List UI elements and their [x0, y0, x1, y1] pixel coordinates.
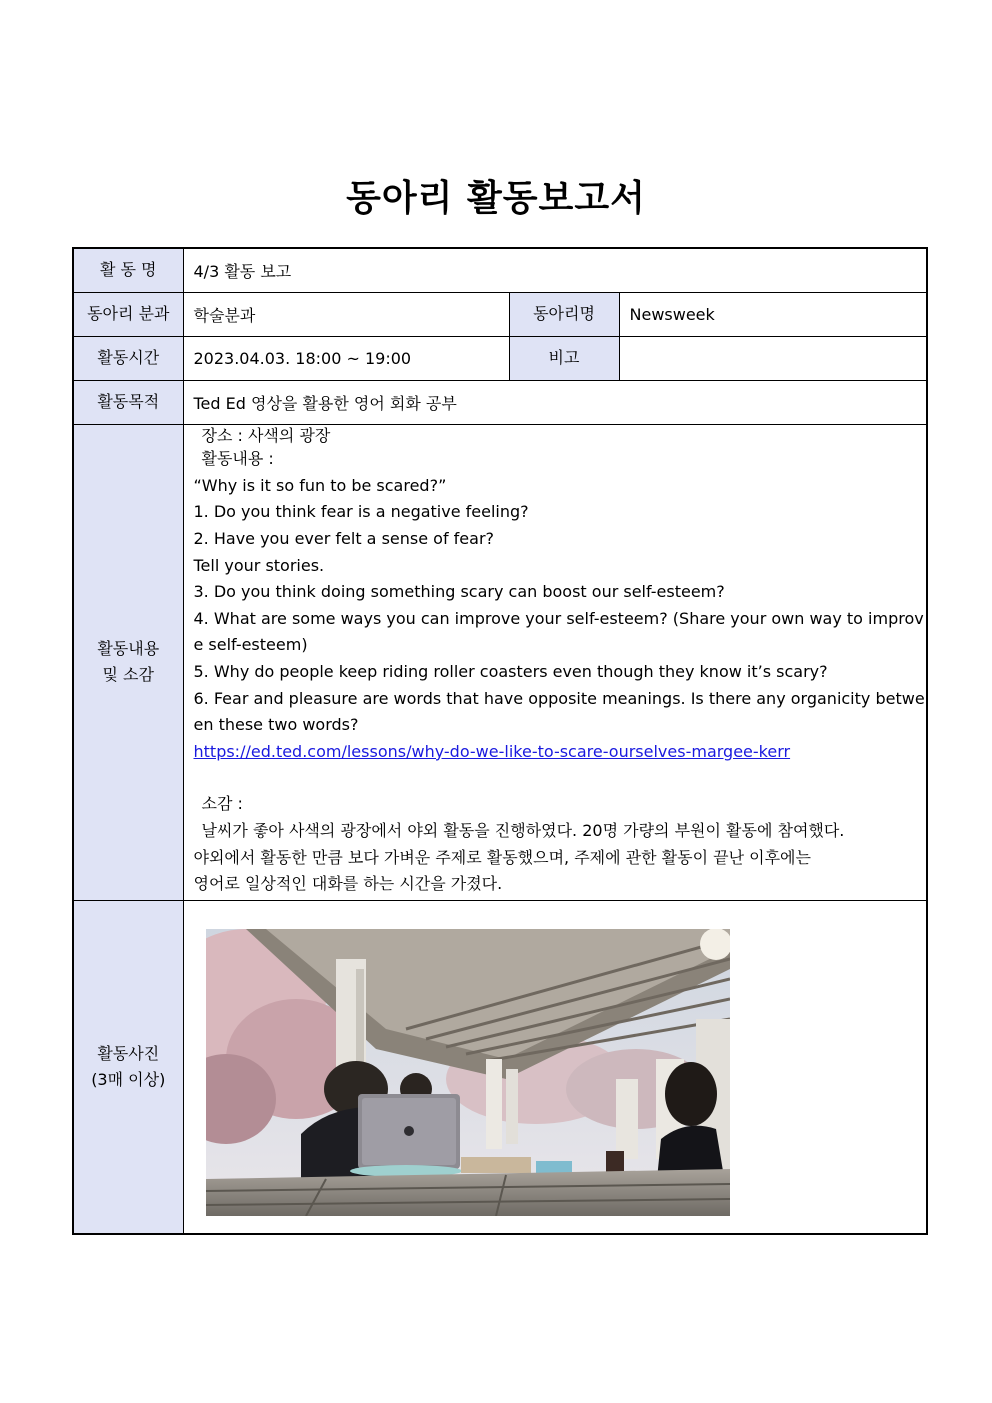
photos-label-line2: (3매 이상) [91, 1069, 166, 1089]
row-department [73, 292, 927, 336]
club-name-value: Newsweek [619, 292, 927, 336]
time-label: 활동시간 [73, 336, 183, 380]
question-5: 5. Why do people keep riding roller coasters even though they know it’s scary? [193, 662, 828, 681]
activity-photo [206, 929, 730, 1216]
remarks-value [619, 336, 927, 380]
content-body [183, 424, 927, 900]
question-3: 3. Do you think doing something scary can boost our self-esteem? [193, 582, 725, 602]
question-6: 6. Fear and pleasure are words that have opposite meanings. Is there any organicity betwe [193, 688, 925, 708]
review-line-3: 영어로 일상적인 대화를 하는 시간을 가졌다. [193, 874, 503, 894]
purpose-value: Ted Ed 영상을 활용한 영어 회화 공부 [183, 380, 927, 424]
question-2: 2. Have you ever felt a sense of fear? [193, 529, 495, 549]
question-2-continued: Tell your stories. [193, 555, 325, 575]
content-label [73, 424, 183, 900]
department-label: 동아리 분과 [73, 292, 183, 336]
question-6-continued: en these two words? [193, 715, 359, 735]
club-name-label: 동아리명 [509, 292, 619, 336]
review-line-1: 날씨가 좋아 사색의 광장에서 야외 활동을 진행하였다. 20명 가량의 부원이 활동에 참여했다. [201, 820, 845, 840]
question-4: 4. What are some ways you can improve your self-esteem? (Share your own way to improv [193, 608, 924, 628]
question-title: “Why is it so fun to be scared?” [193, 475, 447, 495]
row-content [73, 424, 927, 900]
report-table [72, 247, 928, 1235]
time-value: 2023.04.03. 18:00 ~ 19:00 [183, 336, 509, 380]
purpose-label: 활동목적 [73, 380, 183, 424]
page-title: 동아리 활동보고서 [346, 178, 646, 219]
row-time [73, 336, 927, 380]
review-line-2: 야외에서 활동한 만큼 보다 가벼운 주제로 활동했으며, 주제에 관한 활동이 끝난 이후에는 [193, 847, 811, 867]
photos-label-line1: 활동사진 [97, 1043, 160, 1063]
content-label-line1: 활동내용 [97, 639, 160, 658]
row-activity-name [73, 248, 927, 292]
row-photos [73, 900, 927, 1234]
review-label: 소감 : [201, 794, 243, 814]
question-4-continued: e self-esteem) [193, 635, 308, 655]
activity-name-value: 4/3 활동 보고 [183, 248, 927, 292]
photos-label [73, 900, 183, 1234]
photos-cell [183, 900, 927, 1234]
question-1: 1. Do you think fear is a negative feeling? [193, 502, 529, 522]
activity-name-label: 활 동 명 [73, 248, 183, 292]
row-purpose [73, 380, 927, 424]
remarks-label: 비고 [509, 336, 619, 380]
content-label-line2: 및 소감 [102, 665, 154, 684]
place-line: 장소 : 사색의 광장 [201, 426, 331, 446]
department-value: 학술분과 [183, 292, 509, 336]
ted-lesson-link[interactable]: https://ed.ted.com/lessons/why-do-we-like-to-scare-ourselves-margee-kerr [193, 741, 791, 761]
activity-content-label: 활동내용 : [201, 449, 274, 469]
